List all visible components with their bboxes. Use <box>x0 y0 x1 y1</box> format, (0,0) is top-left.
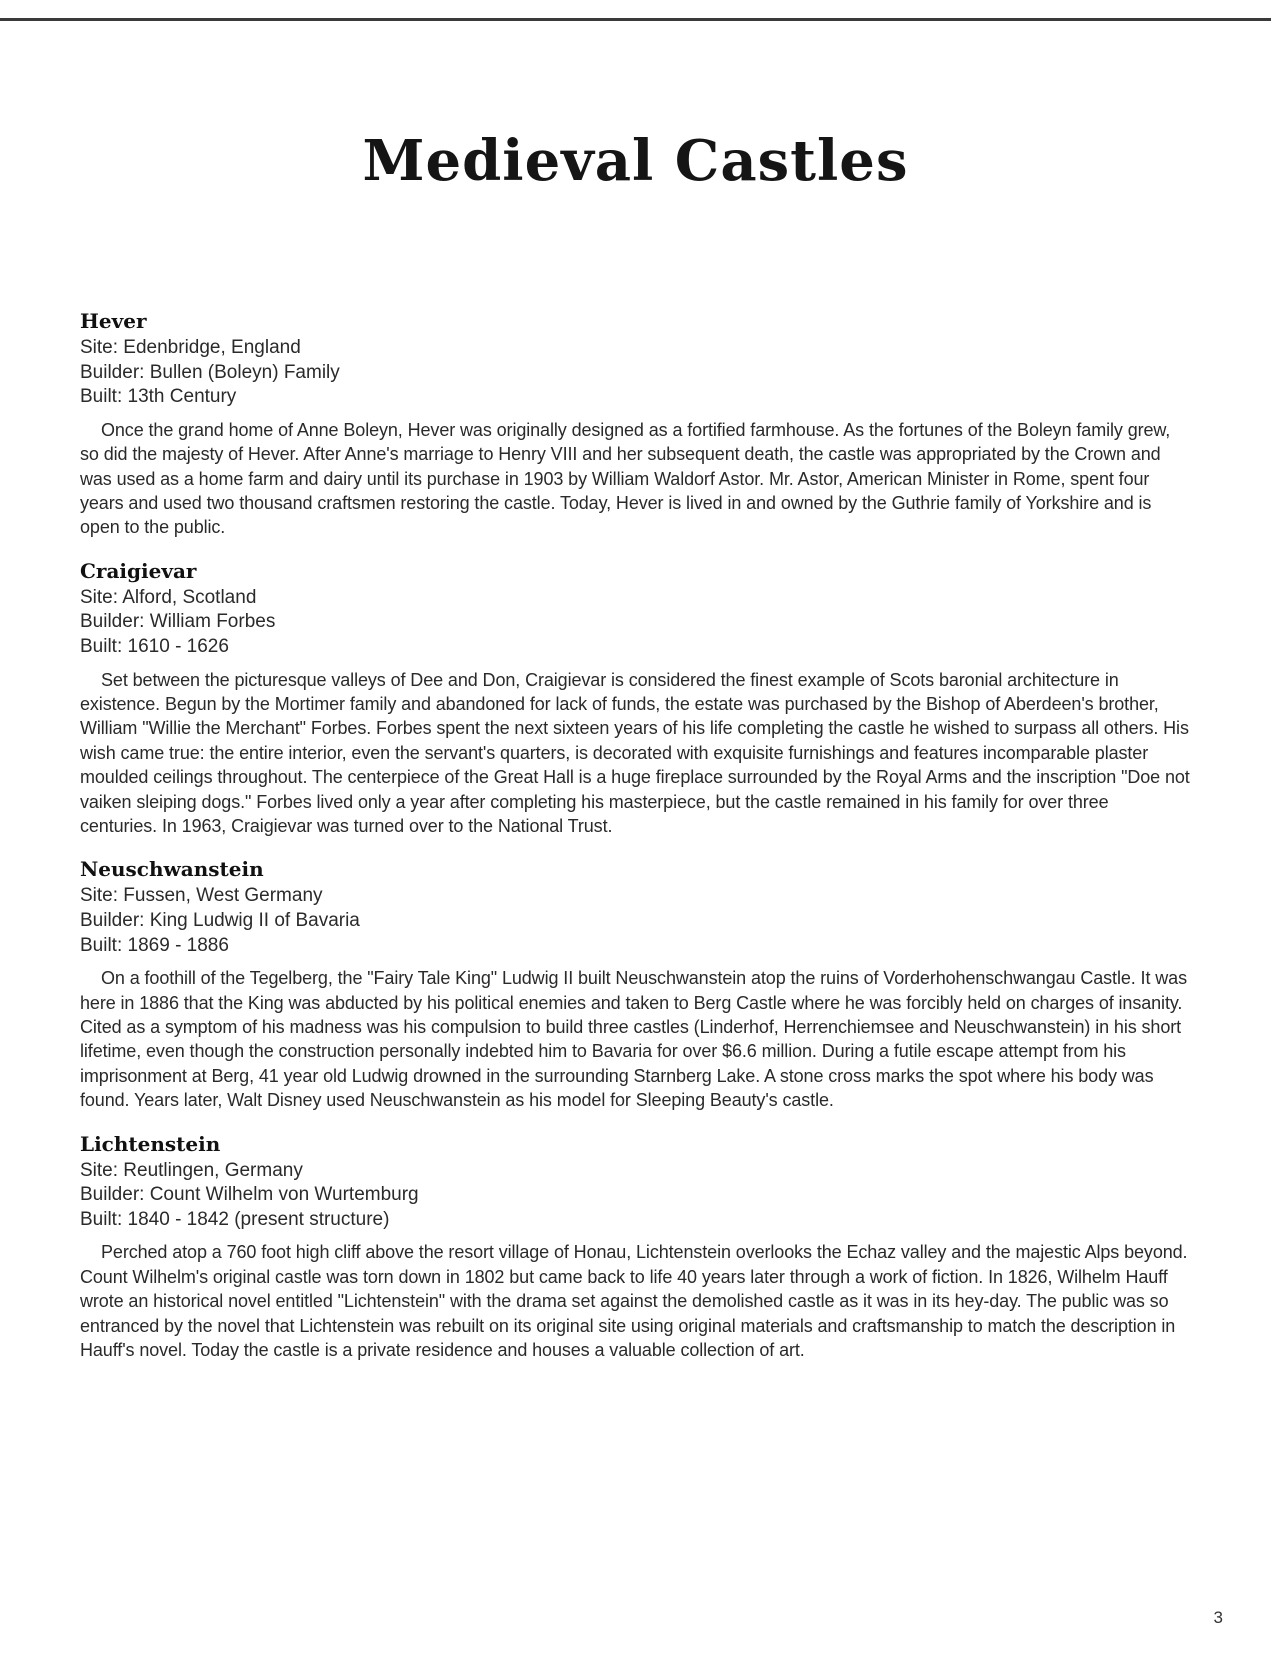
castle-entry-neuschwanstein <box>80 856 1190 1112</box>
castle-description: On a foothill of the Tegelberg, the "Fairy Tale King" Ludwig II built Neuschwanstein atop the ruins of Vorderhohenschwangau Castle. It was here in 1886 that the King was abducted by his political enemies and taken to Berg Castle where he was forcibly held on charges of insanity. Cited as a symptom of his madness was his compulsion to build three castles (Linderhof, Herrenchiemsee and Neuschwanstein) in his short lifetime, even though the construction personally indebted him to Bavaria for over $6.6 million. During a futile escape attempt from his imprisonment at Berg, 41 year old Ludwig drowned in the surrounding Starnberg Lake. A stone cross marks the spot where his body was found. Years later, Walt Disney used Neuschwanstein as his model for Sleeping Beauty's castle. <box>80 968 1187 1111</box>
castle-description: Set between the picturesque valleys of Dee and Don, Craigievar is considered the finest example of Scots baronial architecture in existence. Begun by the Mortimer family and abandoned for lack of funds, the estate was purchased by the Bishop of Aberdeen's brother, William "Willie the Merchant" Forbes. Forbes spent the next sixteen years of his life completing the castle he wished to surpass all others. His wish came true: the entire interior, even the servant's quarters, is decorated with exquisite furnishings and features incomparable plaster moulded ceilings throughout. The centerpiece of the Great Hall is a huge fireplace surrounded by the Royal Arms and the inscription "Doe not vaiken sleiping dogs." Forbes lived only a year after completing his masterpiece, but the castle remained in his family for over three centuries. In 1963, Craigievar was turned over to the National Trust. <box>80 669 1190 837</box>
castle-name: Lichtenstein <box>80 1131 221 1156</box>
castle-site: Site: Alford, Scotland <box>80 586 257 608</box>
castle-built: Built: 1840 - 1842 (present structure) <box>80 1208 390 1230</box>
castle-built: Built: 1610 - 1626 <box>80 636 229 657</box>
castle-list <box>80 308 1190 1380</box>
castle-entry-lichtenstein <box>80 1131 1190 1363</box>
castle-site: Site: Edenbridge, England <box>80 337 301 358</box>
castle-name: Craigievar <box>80 558 197 583</box>
castle-name: Hever <box>80 309 147 333</box>
castle-builder: Builder: Count Wilhelm von Wurtemburg <box>80 1184 419 1206</box>
castle-site: Site: Reutlingen, Germany <box>80 1159 303 1181</box>
castle-description: Perched atop a 760 foot high cliff above the resort village of Honau, Lichtenstein overlooks the Echaz valley and the majestic Alps beyond. Count Wilhelm's original castle was torn down in 1802 but came back to life 40 years later through a work of fiction. In 1826, Wilhelm Hauff wrote an historical novel entitled "Lichtenstein" with the drama set against the demolished castle as it was in its hey-day. The public was so entranced by the novel that Lichtenstein was rebuilt on its original site using original materials and craftsmanship to match the description in Hauff's novel. Today the castle is a private residence and houses a valuable collection of art. <box>80 1242 1188 1361</box>
castle-built: Built: 13th Century <box>80 386 237 408</box>
castle-entry-craigievar <box>80 558 1190 839</box>
castle-builder: Builder: King Ludwig II of Bavaria <box>80 910 360 932</box>
castle-description: Once the grand home of Anne Boleyn, Hever was originally designed as a fortified farmhouse. As the fortunes of the Boleyn family grew, so did the majesty of Hever. After Anne's marriage to Henry VIII and her subsequent death, the castle was appropriated by the Crown and was used as a home farm and dairy until its purchase in 1903 by William Waldorf Astor. Mr. Astor, American Minister in Rome, spent four years and used two thousand craftsmen restoring the castle. Today, Hever is lived in and owned by the Guthrie family of Yorkshire and is open to the public. <box>80 419 1171 538</box>
page-title: Medieval Castles <box>362 128 909 194</box>
castle-site: Site: Fussen, West Germany <box>80 885 323 907</box>
castle-name: Neuschwanstein <box>80 857 264 882</box>
castle-entry-hever <box>80 308 1190 540</box>
page-number: 3 <box>1213 1608 1223 1627</box>
castle-built: Built: 1869 - 1886 <box>80 934 229 956</box>
castle-builder: Builder: William Forbes <box>80 611 276 633</box>
castle-builder: Builder: Bullen (Boleyn) Family <box>80 361 340 383</box>
top-rule <box>0 18 1271 21</box>
